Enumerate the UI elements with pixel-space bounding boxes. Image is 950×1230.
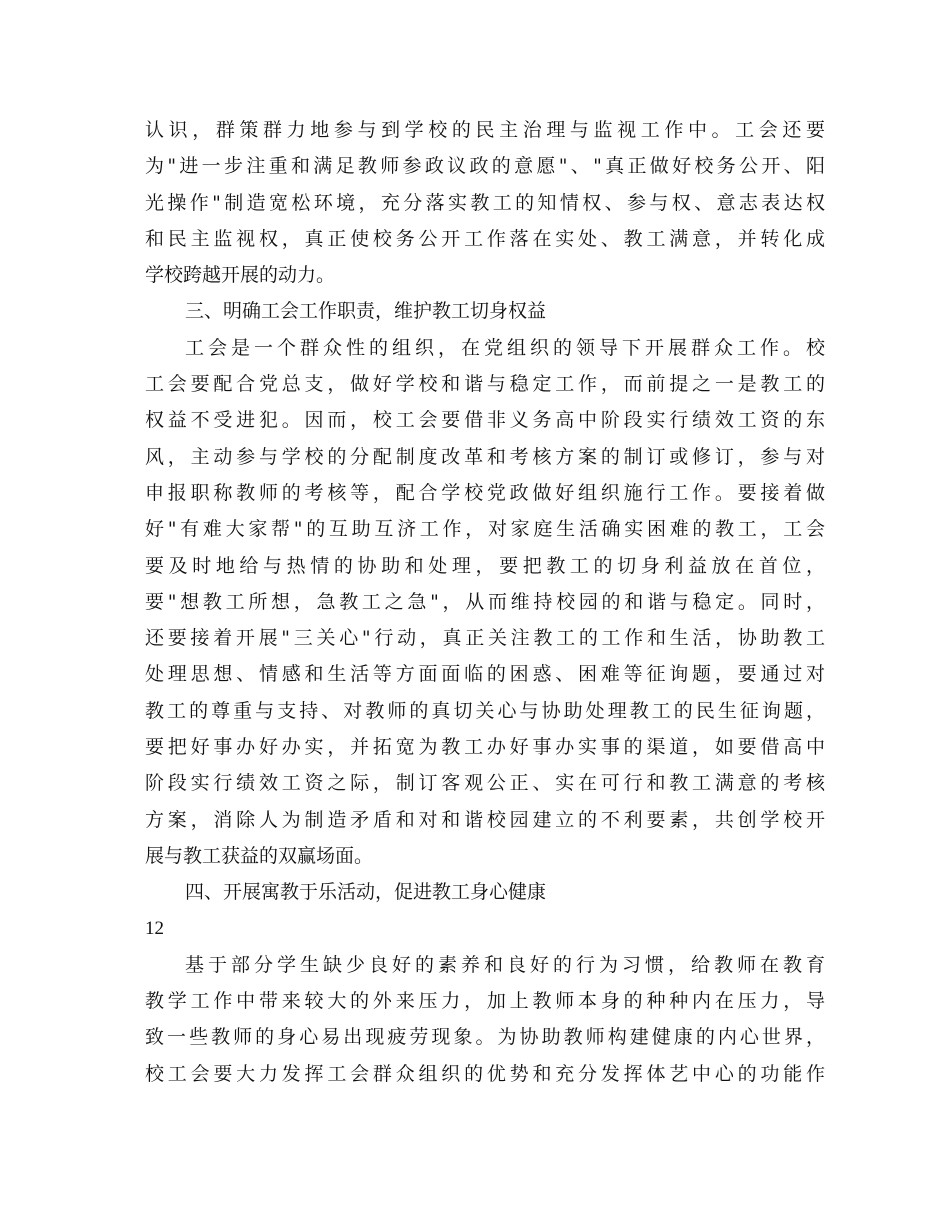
paragraph-line: 风，主动参与学校的分配制度改革和考核方案的制订或修订，参与对: [145, 445, 825, 468]
paragraph-line: 要把好事办好办实，并拓宽为教工办好事办实事的渠道，如要借高中: [145, 736, 825, 759]
paragraph-line: 教工的尊重与支持、对教师的真切关心与协助处理教工的民生征询题，: [145, 699, 825, 722]
paragraph-line: 阶段实行绩效工资之际，制订客观公正、实在可行和教工满意的考核: [145, 772, 825, 795]
paragraph-line: 处理思想、情感和生活等方面面临的困惑、困难等征询题，要通过对: [145, 663, 825, 686]
section-heading: 四、开展寓教于乐活动，促进教工身心健康: [185, 881, 547, 904]
section-heading: 三、明确工会工作职责，维护教工切身权益: [185, 300, 547, 323]
paragraph-line: 要"想教工所想，急教工之急"，从而维持校园的和谐与稳定。同时，: [145, 590, 825, 613]
paragraph-line: 致一些教师的身心易出现疲劳现象。为协助教师构建健康的内心世界，: [145, 1026, 825, 1049]
paragraph-line: 要及时地给与热情的协助和处理，要把教工的切身利益放在首位，: [145, 554, 825, 577]
paragraph-line: 工会要配合党总支，做好学校和谐与稳定工作，而前提之一是教工的: [145, 373, 825, 396]
paragraph-line: 权益不受进犯。因而，校工会要借非义务高中阶段实行绩效工资的东: [145, 409, 825, 432]
paragraph-line: 教学工作中带来较大的外来压力，加上教师本身的种种内在压力，导: [145, 990, 825, 1013]
document-body: [145, 112, 825, 1092]
paragraph-line: 为"进一步注重和满足教师参政议政的意愿"、"真正做好校务公开、阳: [145, 155, 825, 178]
paragraph-line: 和民主监视权，真正使校务公开工作落在实处、教工满意，并转化成: [145, 227, 825, 250]
paragraph-line: 基于部分学生缺少良好的素养和良好的行为习惯，给教师在教育: [185, 953, 825, 976]
paragraph-line: 校工会要大力发挥工会群众组织的优势和充分发挥体艺中心的功能作: [145, 1062, 825, 1085]
paragraph-line: 方案，消除人为制造矛盾和对和谐校园建立的不利要素，共创学校开: [145, 808, 825, 831]
paragraph-line: 光操作"制造宽松环境，充分落实教工的知情权、参与权、意志表达权: [145, 191, 825, 214]
page-number: 12: [145, 917, 164, 939]
paragraph-line: 学校跨越开展的动力。: [145, 264, 336, 287]
paragraph-line: 还要接着开展"三关心"行动，真正关注教工的工作和生活，协助教工: [145, 627, 825, 650]
paragraph-line: 好"有难大家帮"的互助互济工作，对家庭生活确实困难的教工，工会: [145, 518, 825, 541]
paragraph-line: 认识，群策群力地参与到学校的民主治理与监视工作中。工会还要: [145, 119, 825, 141]
paragraph-line: 工会是一个群众性的组织，在党组织的领导下开展群众工作。校: [185, 336, 825, 359]
paragraph-line: 申报职称教师的考核等，配合学校党政做好组织施行工作。要接着做: [145, 481, 825, 504]
paragraph-line: 展与教工获益的双赢场面。: [145, 844, 374, 867]
